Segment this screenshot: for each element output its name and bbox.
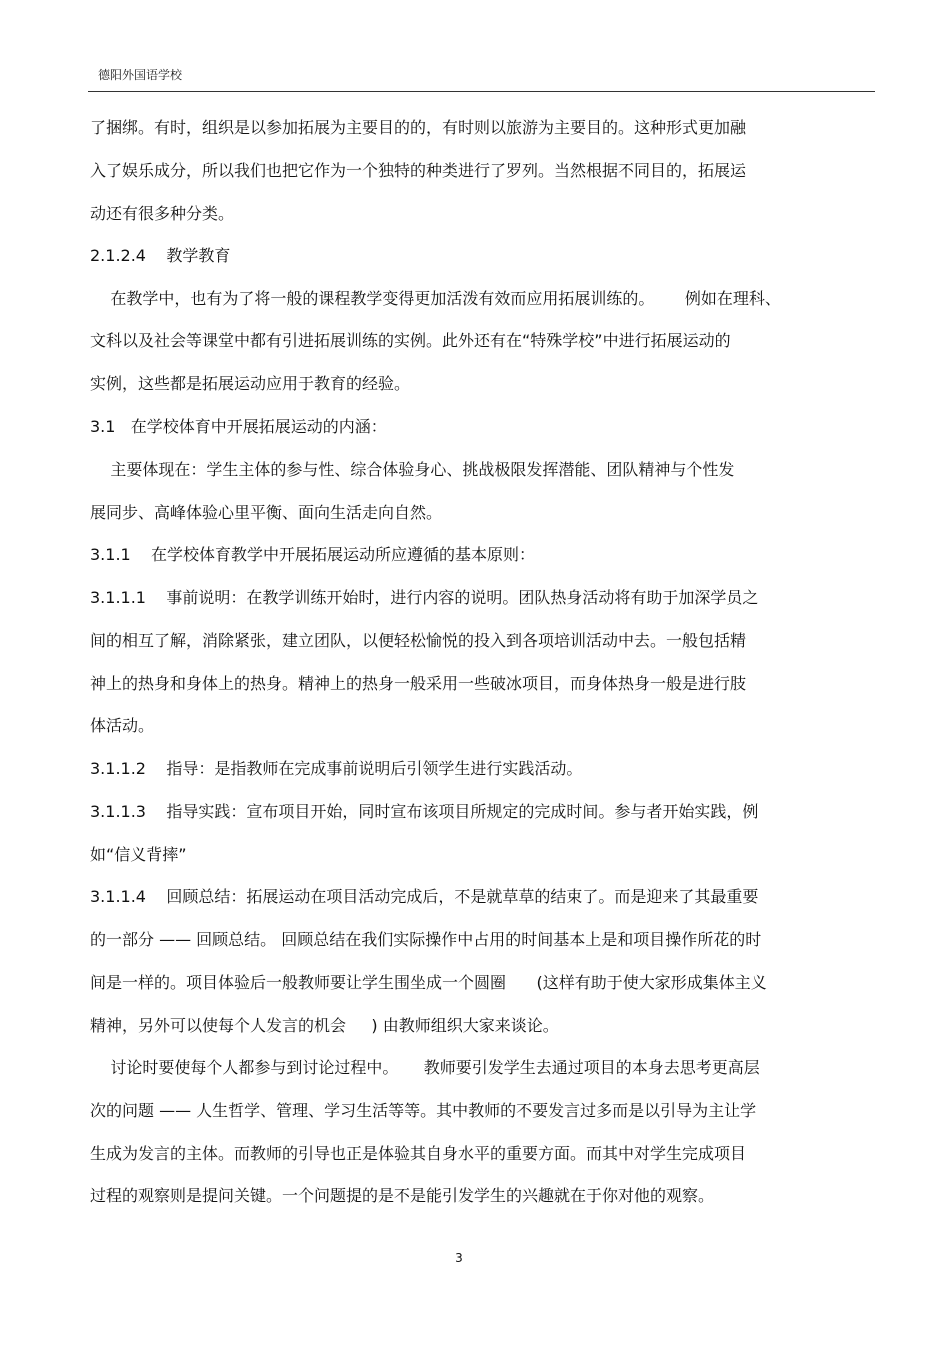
text-line: 入了娱乐成分，所以我们也把它作为一个独特的种类进行了罗列。当然根据不同目的，拓展运 bbox=[90, 161, 747, 180]
header-divider bbox=[88, 91, 875, 92]
header-school-name: 德阳外国语学校 bbox=[98, 68, 183, 82]
text-line: 3.1.1.2 指导：是指教师在完成事前说明后引领学生进行实践活动。 bbox=[90, 759, 583, 778]
text-line: 讨论时要使每个人都参与到讨论过程中。 教师要引发学生去通过项目的本身去思考更高层 bbox=[90, 1058, 760, 1077]
text-line: 在教学中，也有为了将一般的课程教学变得更加活泼有效而应用拓展训练的。 例如在理科、 bbox=[90, 289, 781, 308]
text-line: 文科以及社会等课堂中都有引进拓展训练的实例。此外还有在“特殊学校”中进行拓展运动的 bbox=[90, 331, 731, 350]
text-line: 次的问题 —— 人生哲学、管理、学习生活等等。其中教师的不要发言过多而是以引导为主让学 bbox=[90, 1101, 757, 1120]
text-line: 3.1.1.4 回顾总结：拓展运动在项目活动完成后，不是就草草的结束了。而是迎来了其最重要 bbox=[90, 887, 759, 906]
text-line: 如“信义背摔” bbox=[90, 845, 187, 864]
text-line: 了捆绑。有时，组织是以参加拓展为主要目的的，有时则以旅游为主要目的。这种形式更加融 bbox=[90, 118, 747, 137]
text-line: 精神，另外可以使每个人发言的机会 ) 由教师组织大家来谈论。 bbox=[90, 1016, 559, 1035]
text-line: 展同步、高峰体验心里平衡、面向生活走向自然。 bbox=[90, 503, 443, 522]
text-line: 动还有很多种分类。 bbox=[90, 204, 235, 223]
text-line: 间是一样的。项目体验后一般教师要让学生围坐成一个圆圈 (这样有助于使大家形成集体主义 bbox=[90, 973, 767, 992]
text-line: 3.1.1.1 事前说明：在教学训练开始时，进行内容的说明。团队热身活动将有助于加深学员之 bbox=[90, 588, 759, 607]
text-line: 间的相互了解，消除紧张，建立团队，以便轻松愉悦的投入到各项培训活动中去。一般包括精 bbox=[90, 631, 747, 650]
section-heading: 3.1 在学校体育中开展拓展运动的内涵： bbox=[90, 417, 387, 436]
text-line: 的一部分 —— 回顾总结。 回顾总结在我们实际操作中占用的时间基本上是和项目操作所花的时 bbox=[90, 930, 762, 949]
section-heading: 3.1.1 在学校体育教学中开展拓展运动所应遵循的基本原则： bbox=[90, 545, 536, 564]
text-line: 生成为发言的主体。而教师的引导也正是体验其自身水平的重要方面。而其中对学生完成项目 bbox=[90, 1144, 747, 1163]
text-line: 主要体现在：学生主体的参与性、综合体验身心、挑战极限发挥潜能、团队精神与个性发 bbox=[90, 460, 735, 479]
text-line: 实例，这些都是拓展运动应用于教育的经验。 bbox=[90, 374, 411, 393]
text-line: 3.1.1.3 指导实践：宣布项目开始，同时宣布该项目所规定的完成时间。参与者开始实践，例 bbox=[90, 802, 759, 821]
text-line: 神上的热身和身体上的热身。精神上的热身一般采用一些破冰项目，而身体热身一般是进行肢 bbox=[90, 674, 747, 693]
page-number: 3 bbox=[455, 1251, 463, 1265]
section-heading: 2.1.2.4 教学教育 bbox=[90, 246, 231, 265]
text-line: 过程的观察则是提问关键。一个问题提的是不是能引发学生的兴趣就在于你对他的观察。 bbox=[90, 1186, 715, 1205]
text-line: 体活动。 bbox=[90, 716, 155, 735]
